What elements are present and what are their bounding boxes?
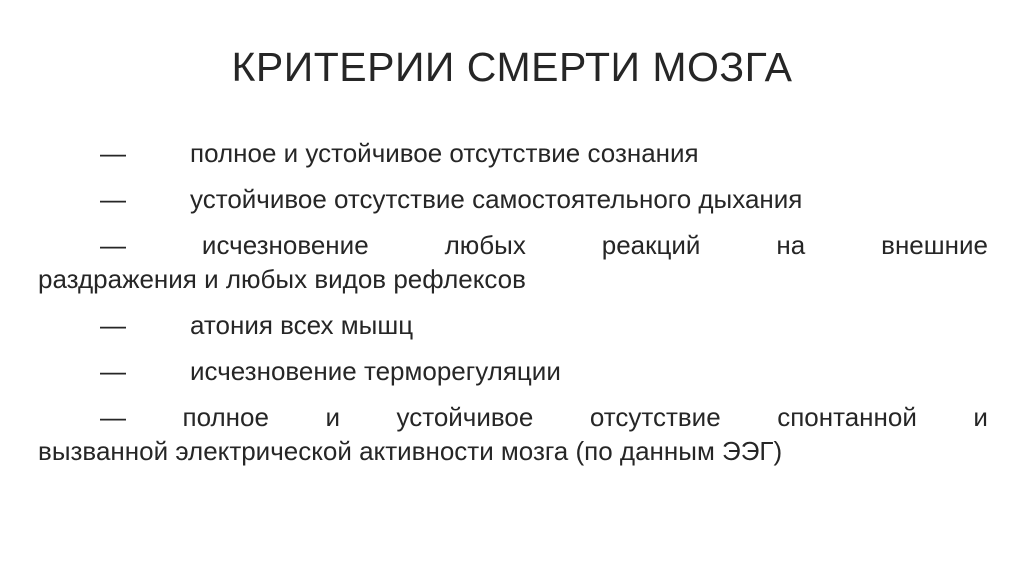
list-item-line-1 <box>38 400 988 434</box>
list-item-word: отсутствие <box>589 402 721 432</box>
list-item-word: устойчивое <box>396 402 534 432</box>
criteria-list <box>38 136 988 480</box>
list-item <box>38 136 988 170</box>
list-item-text: исчезновение терморегуляции <box>190 356 561 386</box>
list-item-word: внешние <box>881 230 988 260</box>
list-dash: — <box>100 184 126 214</box>
list-item-word: и <box>973 402 988 432</box>
list-dash: — <box>100 230 126 260</box>
list-item-text: атония всех мышц <box>190 310 414 340</box>
list-item-text: полное и устойчивое отсутствие сознания <box>190 138 699 168</box>
list-dash: — <box>100 356 126 386</box>
slide-title: КРИТЕРИИ СМЕРТИ МОЗГА <box>231 44 793 90</box>
list-item-word: и <box>325 402 340 432</box>
list-dash: — <box>100 138 126 168</box>
list-item-line-2: раздражения и любых видов рефлексов <box>38 264 526 294</box>
list-item-word: реакций <box>601 230 701 260</box>
list-item-line-2: вызванной электрической активности мозга (по данным ЭЭГ) <box>38 436 783 466</box>
list-item <box>38 354 988 388</box>
list-item-text: устойчивое отсутствие самостоятельного дыхания <box>190 184 803 214</box>
list-item-word: спонтанной <box>777 402 917 432</box>
list-item <box>38 400 988 468</box>
list-item <box>38 228 988 296</box>
list-item <box>38 308 988 342</box>
list-dash: — <box>100 310 126 340</box>
list-item-word: полное <box>182 402 269 432</box>
list-item-word: на <box>776 230 806 260</box>
list-item-word: любых <box>444 230 526 260</box>
list-item-line-1 <box>38 228 988 262</box>
list-item-word: исчезновение <box>201 230 369 260</box>
list-item <box>38 182 988 216</box>
list-dash: — <box>100 402 126 432</box>
